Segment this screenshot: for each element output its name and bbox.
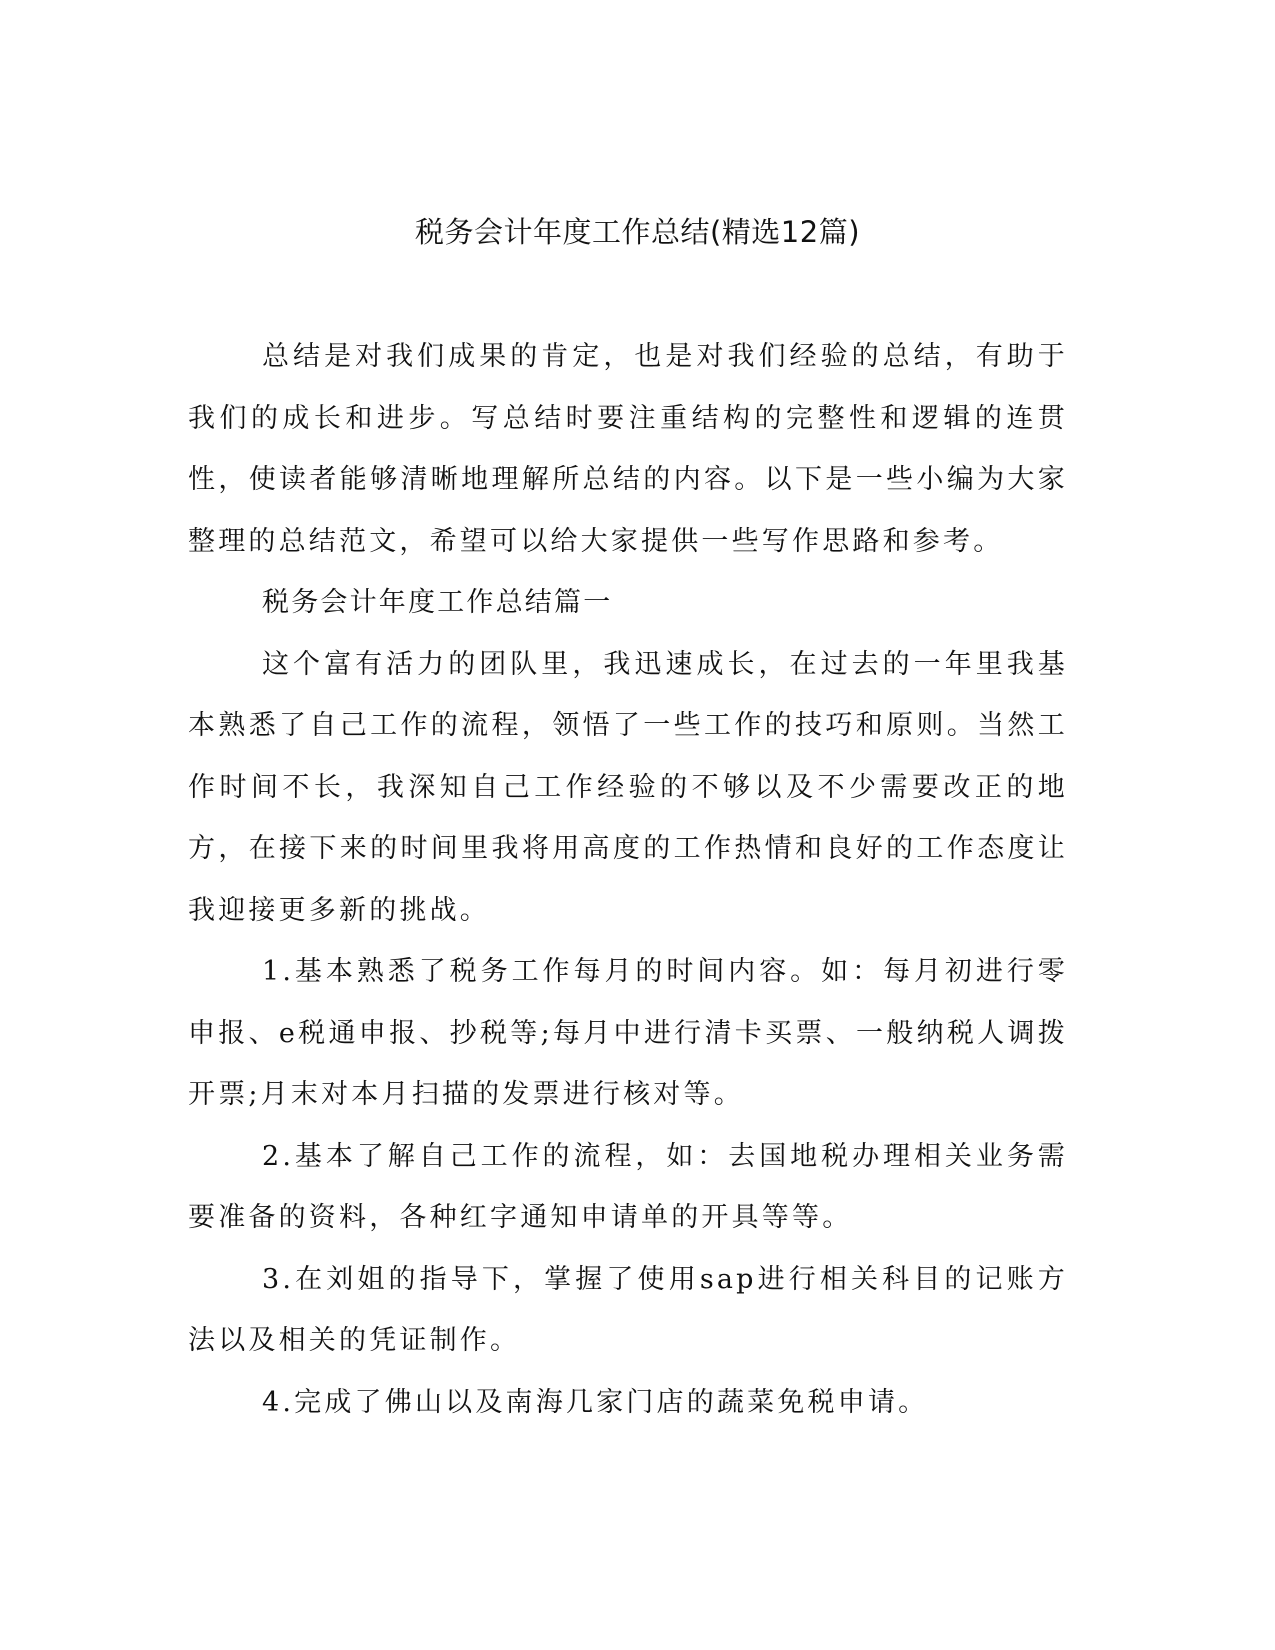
body-paragraph: 这个富有活力的团队里，我迅速成长，在过去的一年里我基本熟悉了自己工作的流程，领悟了一些工作的技巧和原则。当然工作时间不长，我深知自己工作经验的不够以及不少需要改正的地方，在接下来的时间里我将用高度的工作热情和良好的工作态度让我迎接更多新的挑战。 [188, 648, 1068, 926]
list-item-1: 1.基本熟悉了税务工作每月的时间内容。如：每月初进行零申报、e税通申报、抄税等;每月中进行清卡买票、一般纳税人调拨开票;月末对本月扫描的发票进行核对等。 [188, 956, 1068, 1110]
document-body [188, 326, 1068, 1433]
list-item-3: 3.在刘姐的指导下，掌握了使用sap进行相关科目的记账方法以及相关的凭证制作。 [188, 1263, 1068, 1356]
section-heading: 税务会计年度工作总结篇一 [262, 587, 613, 618]
document-title: 税务会计年度工作总结(精选12篇) [414, 215, 861, 249]
intro-paragraph: 总结是对我们成果的肯定，也是对我们经验的总结，有助于我们的成长和进步。写总结时要注重结构的完整性和逻辑的连贯性，使读者能够清晰地理解所总结的内容。以下是一些小编为大家整理的总结范文，希望可以给大家提供一些写作思路和参考。 [188, 341, 1068, 557]
list-item-2: 2.基本了解自己工作的流程，如：去国地税办理相关业务需要准备的资料，各种红字通知申请单的开具等等。 [188, 1140, 1068, 1233]
list-item-4: 4.完成了佛山以及南海几家门店的蔬菜免税申请。 [262, 1386, 929, 1418]
